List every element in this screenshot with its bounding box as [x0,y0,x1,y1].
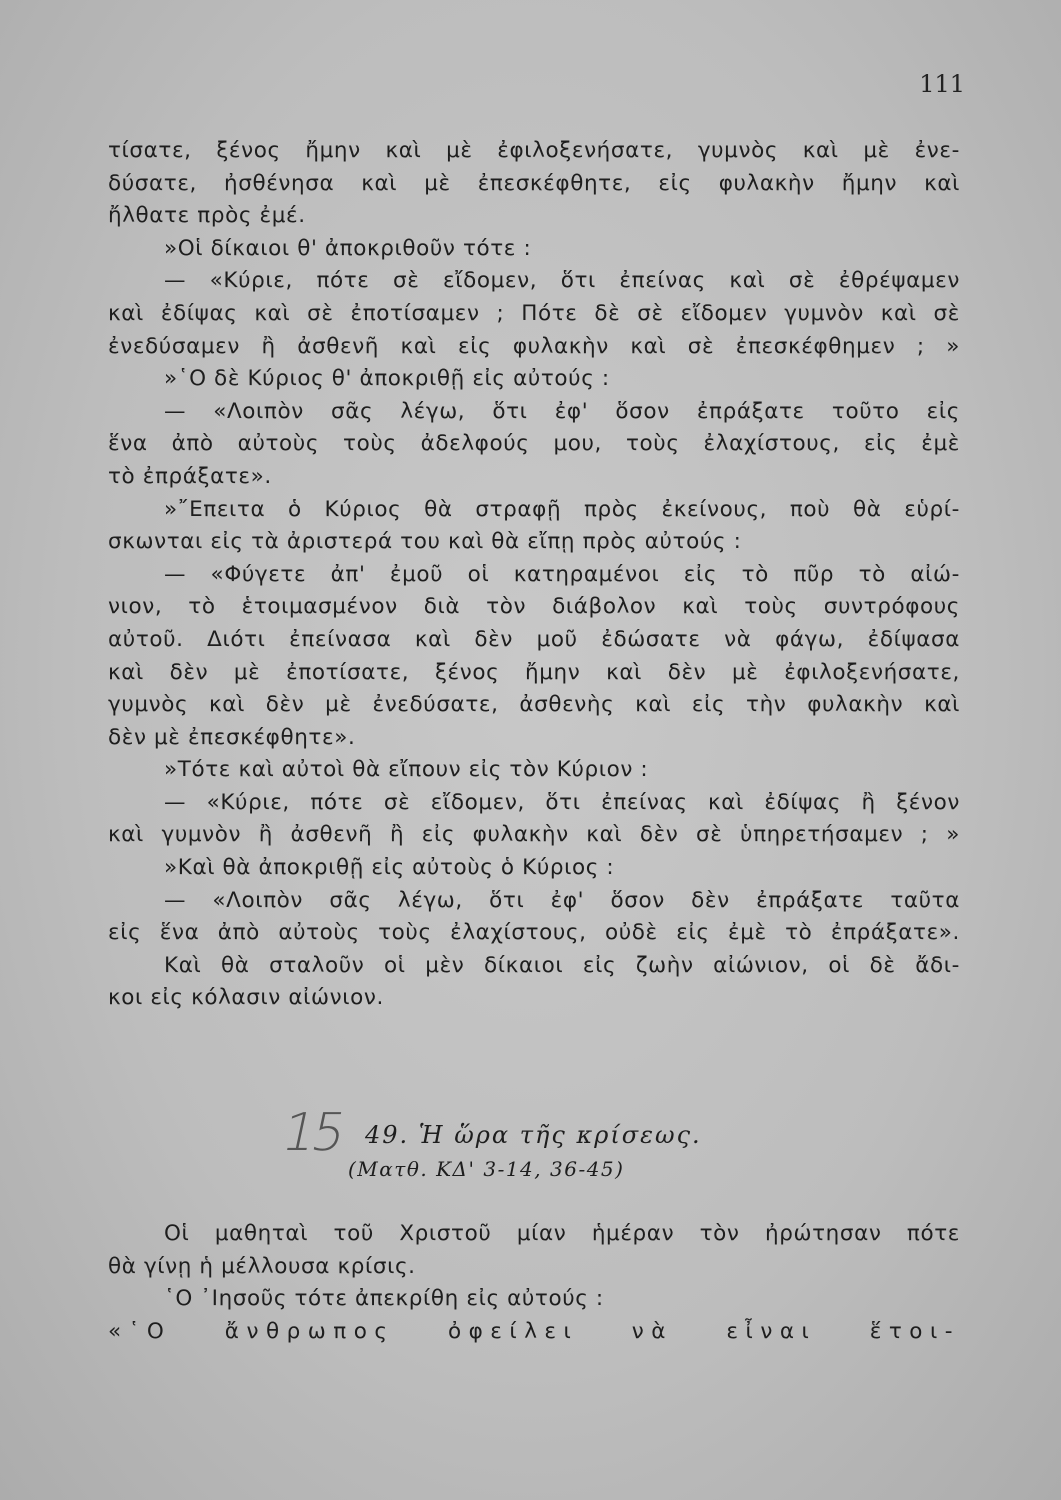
text-line: δὲν μὲ ἐπεσκέφθητε». [108,724,356,750]
handwritten-note: 15 [276,1103,348,1163]
text-line: γυμνὸς καὶ δὲν μὲ ἐνεδύσατε, ἀσθενὴς καὶ εἰς τὴν φυλακὴν καὶ [108,692,960,718]
text-line: — «Κύριε, πότε σὲ εἴδομεν, ὅτι ἐπείνας καὶ σὲ ἐθρέψαμεν [164,268,960,294]
text-line: »῾Ο δὲ Κύριος θ' ἀποκριθῇ εἰς αὐτούς : [164,366,610,392]
text-line: καὶ γυμνὸν ἢ ἀσθενῆ ἢ εἰς φυλακὴν καὶ δὲν σὲ ὑπηρετήσαμεν ; » [108,822,960,848]
text-line: — «Λοιπὸν σᾶς λέγω, ὅτι ἐφ' ὅσον ἐπράξατε τοῦτο εἰς [164,398,960,424]
text-line: »Καὶ θὰ ἀποκριθῇ εἰς αὐτοὺς ὁ Κύριος : [164,855,615,881]
text-line: ῾Ο ᾿Ιησοῦς τότε ἀπεκρίθη εἰς αὐτούς : [164,1286,604,1312]
text-line: »Οἱ δίκαιοι θ' ἀποκριθοῦν τότε : [164,235,532,261]
text-line: θὰ γίνῃ ἡ μέλλουσα κρίσις. [108,1253,416,1279]
text-line: σκωνται εἰς τὰ ἀριστερά του καὶ θὰ εἴπῃ πρὸς αὐτούς : [108,529,742,555]
text-line: — «Κύριε, πότε σὲ εἴδομεν, ὅτι ἐπείνας καὶ ἐδίψας ἢ ξένον [164,789,960,815]
text-line: νιον, τὸ ἑτοιμασμένον διὰ τὸν διάβολον καὶ τοὺς συντρόφους [108,594,960,620]
text-line: αὐτοῦ. Διότι ἐπείνασα καὶ δὲν μοῦ ἐδώσατε νὰ φάγω, ἐδίψασα [108,626,960,652]
page-number: 111 [919,70,965,98]
section-heading: 49. Ἡ ὥρα τῆς κρίσεως. [365,1121,702,1149]
text-line: Καὶ θὰ σταλοῦν οἱ μὲν δίκαιοι εἰς ζωὴν αἰώνιον, οἱ δὲ ἄδι- [164,952,960,978]
text-line: «῾Ο ἄνθρωπος ὀφείλει νὰ εἶναι ἕτοι- [108,1318,960,1344]
text-line: »Τότε καὶ αὐτοὶ θὰ εἴπουν εἰς τὸν Κύριον : [164,757,649,783]
text-line: τὸ ἐπράξατε». [108,463,272,489]
text-line: — «Φύγετε ἀπ' ἐμοῦ οἱ κατηραμένοι εἰς τὸ πῦρ τὸ αἰώ- [164,561,960,587]
text-line: δύσατε, ἠσθένησα καὶ μὲ ἐπεσκέφθητε, εἰς φυλακὴν ἤμην καὶ [108,170,960,196]
text-line: — «Λοιπὸν σᾶς λέγω, ὅτι ἐφ' ὅσον δὲν ἐπράξατε ταῦτα [164,887,960,913]
text-line: τίσατε, ξένος ἤμην καὶ μὲ ἐφιλοξενήσατε, γυμνὸς καὶ μὲ ἐνε- [108,138,960,163]
text-line: Οἱ μαθηταὶ τοῦ Χριστοῦ μίαν ἡμέραν τὸν ἠρώτησαν πότε [164,1221,960,1246]
text-line: ἤλθατε πρὸς ἐμέ. [108,203,306,229]
body-text [108,135,960,1015]
text-line: κοι εἰς κόλασιν αἰώνιον. [108,985,384,1011]
text-line: εἰς ἕνα ἀπὸ αὐτοὺς τοὺς ἐλαχίστους, οὐδὲ εἰς ἐμὲ τὸ ἐπράξατε». [108,920,960,946]
text-line: »῎Επειτα ὁ Κύριος θὰ στραφῇ πρὸς ἐκείνους, ποὺ θὰ εὑρί- [164,496,960,522]
section-reference: (Ματθ. ΚΔ' 3-14, 36-45) [348,1157,625,1181]
text-line: καὶ δὲν μὲ ἐποτίσατε, ξένος ἤμην καὶ δὲν μὲ ἐφιλοξενήσατε, [108,659,960,685]
text-line: ἐνεδύσαμεν ἢ ἀσθενῆ καὶ εἰς φυλακὴν καὶ σὲ ἐπεσκέφθημεν ; » [108,333,960,359]
text-line: καὶ ἐδίψας καὶ σὲ ἐποτίσαμεν ; Πότε δὲ σὲ εἴδομεν γυμνὸν καὶ σὲ [108,300,960,326]
body-text-continued [108,1218,960,1348]
text-line: ἕνα ἀπὸ αὐτοὺς τοὺς ἀδελφούς μου, τοὺς ἐλαχίστους, εἰς ἐμὲ [108,431,960,457]
